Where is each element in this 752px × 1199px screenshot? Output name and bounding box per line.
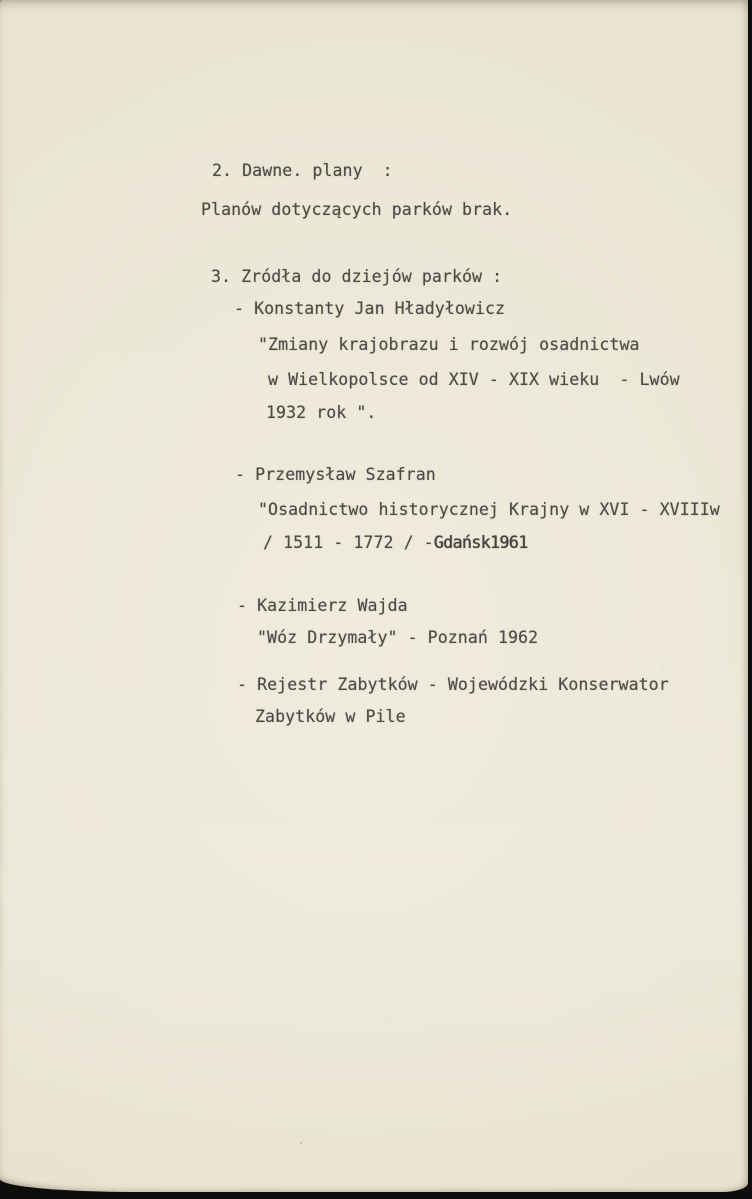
section-2-heading: 2. Dawne. plany : xyxy=(212,161,393,180)
entry-2-title-line-2-text: / 1511 - 1772 / - xyxy=(263,533,434,552)
entry-2-title-line-1: "Osadnictwo historycznej Krajny w XVI - XVIIIw xyxy=(258,500,720,519)
entry-4-author-line: - Rejestr Zabytków - Wojewódzki Konserwator xyxy=(237,675,669,694)
entry-1-author-line: - Konstanty Jan Hładyłowicz xyxy=(234,299,506,318)
entry-3-title-line: "Wóz Drzymały" - Poznań 1962 xyxy=(257,628,539,647)
entry-1-title-line-3: 1932 rok ". xyxy=(266,403,377,422)
entry-4-continuation-line: Zabytków w Pile xyxy=(255,707,406,726)
entry-1-title-line-2: w Wielkopolsce od XIV - XIX wieku - Lwów xyxy=(268,370,680,389)
entry-1-title-line-1: "Zmiany krajobrazu i rozwój osadnictwa xyxy=(258,335,640,354)
entry-3-author-line: - Kazimierz Wajda xyxy=(237,596,408,615)
section-2-body: Planów dotyczących parków brak. xyxy=(201,200,513,219)
section-3-heading: 3. Zródła do dziejów parków : xyxy=(211,267,503,286)
entry-2-author-line: - Przemysław Szafran xyxy=(235,465,436,484)
overstruck-text: Gdańsk1961 xyxy=(433,533,528,552)
paper-specks xyxy=(0,0,2,2)
entry-2-title-line-2 xyxy=(263,533,528,553)
